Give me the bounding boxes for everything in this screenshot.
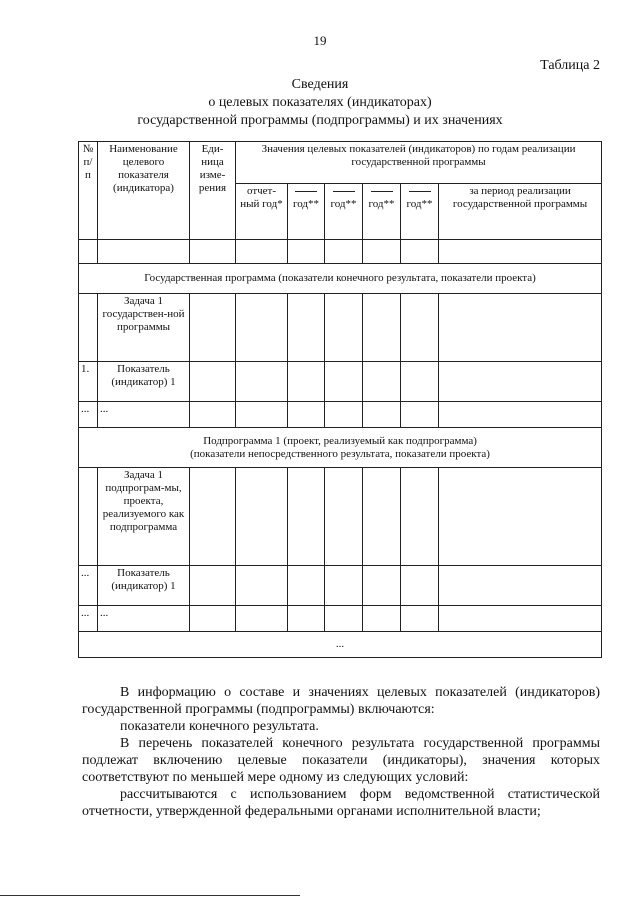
header-values: Значения целевых показателей (индикаторов) по годам реализации государственной программы xyxy=(236,142,602,184)
row-name: ... xyxy=(98,606,190,632)
header-period: за период реализации государственной программы xyxy=(439,184,602,240)
row-name: Показатель (индикатор) 1 xyxy=(98,566,190,606)
heading-line-2: о целевых показателях (индикаторах) xyxy=(208,95,432,110)
section-state-program: Государственная программа (показатели конечного результата, показатели проекта) xyxy=(79,264,602,294)
header-year-3 xyxy=(363,184,401,240)
task-state-program: Задача 1 государствен-ной программы xyxy=(98,294,190,362)
year-label: год** xyxy=(406,198,433,210)
section-subprogram xyxy=(79,428,602,468)
header-report-year: отчет-ный год* xyxy=(236,184,288,240)
header-unit: Еди-ница изме-рения xyxy=(190,142,236,240)
footer-divider xyxy=(0,895,300,896)
section-subprogram-line-2: (показатели непосредственного результата, показатели проекта) xyxy=(190,447,490,460)
table-row xyxy=(79,362,602,402)
row-name: ... xyxy=(98,402,190,428)
blank-line xyxy=(371,191,393,192)
heading-line-1: Сведения xyxy=(291,77,349,92)
paragraph-2: показатели конечного результата. xyxy=(120,719,319,734)
header-name: Наименование целевого показателя (индикатора) xyxy=(98,142,190,240)
paragraph-1: В информацию о составе и значениях целевых показателей (индикаторов) государственной программы (подпрограммы) включаются: xyxy=(82,685,600,717)
paragraph-3: В перечень показателей конечного результата государственной программы подлежат включению целевые показатели (индикаторы), значения которых соответствуют по меньшей мере одному из следующих условий: xyxy=(82,736,600,785)
task-subprogram: Задача 1 подпрограм-мы, проекта, реализуемого как подпрограмма xyxy=(98,468,190,566)
table-row xyxy=(79,606,602,632)
heading-line-3: государственной программы (подпрограммы) и их значениях xyxy=(137,113,503,128)
row-name: Показатель (индикатор) 1 xyxy=(98,362,190,402)
page-number: 19 xyxy=(313,33,327,48)
blank-line xyxy=(409,191,431,192)
row-num: ... xyxy=(79,566,98,606)
paragraph-4: рассчитываются с использованием форм ведомственной статистической отчетности, утвержденной федеральными органами исполнительной власти; xyxy=(82,787,600,819)
blank-line xyxy=(333,191,355,192)
blank-line xyxy=(295,191,317,192)
body-text xyxy=(82,684,600,820)
header-num: № п/п xyxy=(79,142,98,240)
year-label: год** xyxy=(292,198,320,210)
year-label: год** xyxy=(330,198,357,210)
year-label: год** xyxy=(368,198,395,210)
row-num: ... xyxy=(79,606,98,632)
table-row xyxy=(79,294,602,362)
empty-row xyxy=(79,240,602,264)
table-footer-ellipsis: ... xyxy=(79,632,602,658)
document-heading xyxy=(0,76,640,130)
row-num: ... xyxy=(79,402,98,428)
table-row xyxy=(79,402,602,428)
indicators-table xyxy=(78,141,602,658)
header-year-1 xyxy=(288,184,325,240)
section-subprogram-line-1: Подпрограмма 1 (проект, реализуемый как подпрограмма) xyxy=(203,434,477,447)
header-year-4 xyxy=(401,184,439,240)
table-label: Таблица 2 xyxy=(540,58,600,73)
row-num: 1. xyxy=(79,362,98,402)
table-row xyxy=(79,468,602,566)
header-year-2 xyxy=(325,184,363,240)
table-row xyxy=(79,566,602,606)
